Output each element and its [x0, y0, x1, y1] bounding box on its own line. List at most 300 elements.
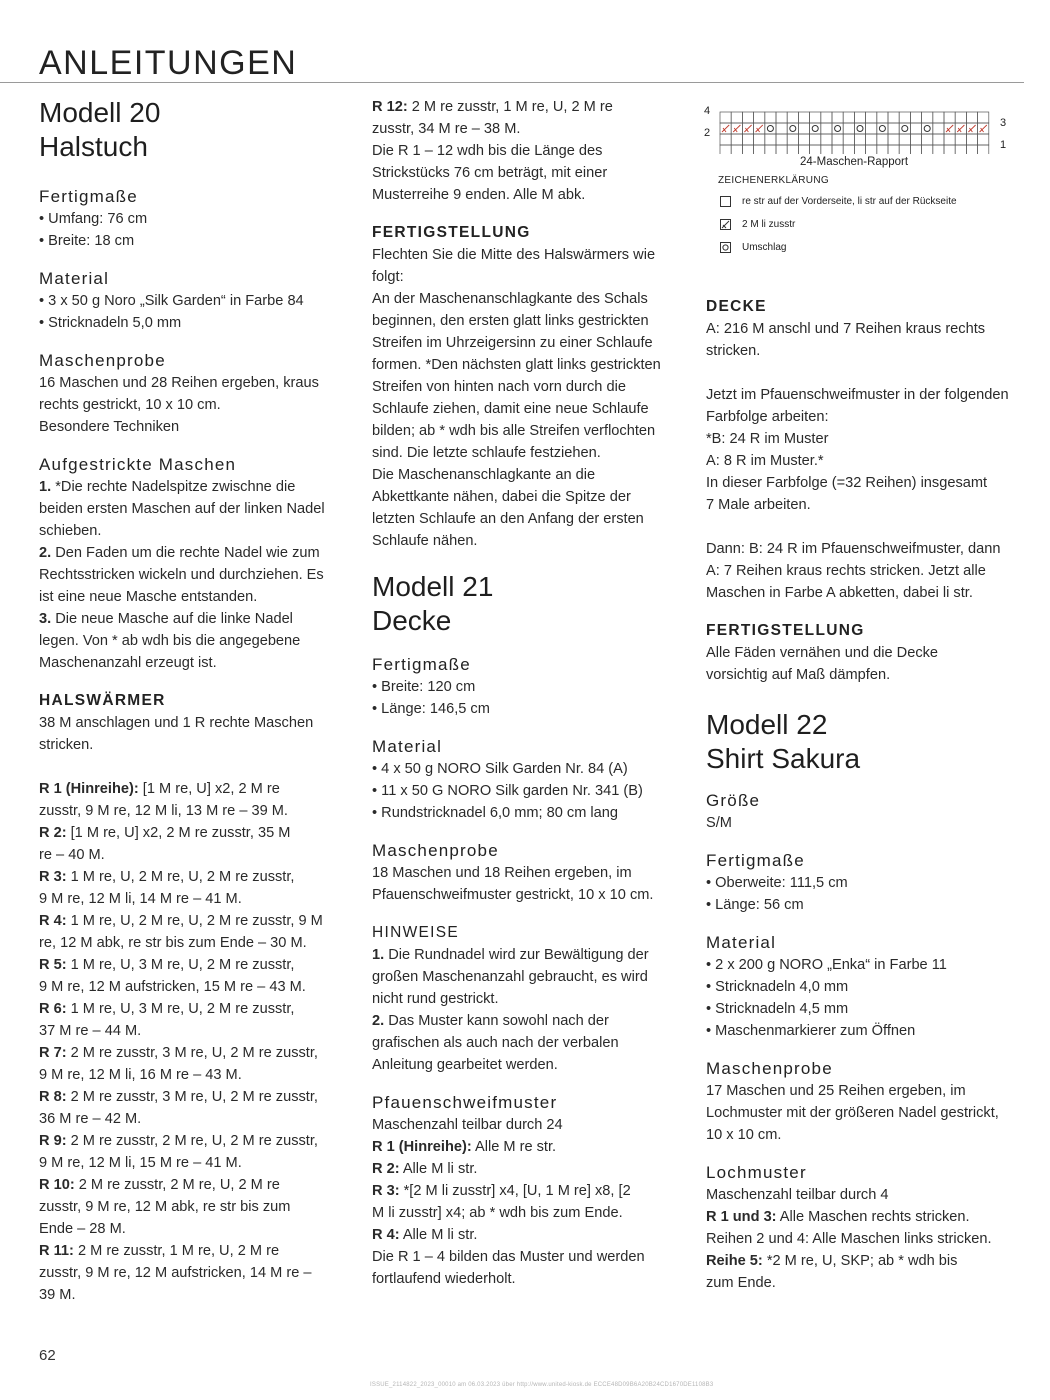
- m20-row-line-text: 9 M re, 12 M li, 14 M re – 41 M.: [39, 891, 242, 907]
- chart-cell: [787, 145, 798, 154]
- m20-material-line: • 3 x 50 g Noro „Silk Garden“ in Farbe 84: [39, 293, 304, 309]
- m21-fertigmasse-line: • Breite: 120 cm: [372, 679, 476, 695]
- m21-pfau-line: [372, 1136, 684, 1158]
- m20-row-line-text: zusstr, 9 M re, 12 M abk, re str bis zum: [39, 1199, 291, 1215]
- m20-aufgestrickte-line-text: Den Faden um die rechte Nadel wie zum: [51, 545, 320, 561]
- m20-row-line-label: R 10:: [39, 1177, 75, 1193]
- chart-cell: [978, 134, 989, 145]
- chart-cell: [776, 123, 787, 134]
- chart-row-label-right: 3: [1000, 117, 1007, 129]
- m20-fertigmasse-line: • Breite: 18 cm: [39, 233, 135, 249]
- chart-cell: [821, 145, 832, 154]
- yarn-over-circle-icon: [879, 126, 885, 132]
- m21-pfau-line-text: Alle M re str.: [471, 1139, 557, 1155]
- chart-cell: [922, 145, 933, 154]
- m22-lochmuster-heading: Lochmuster: [706, 1163, 807, 1182]
- m22-maschenprobe-line: 17 Maschen und 25 Reihen ergeben, im: [706, 1083, 966, 1099]
- m22-fertigmasse-line: • Oberweite: 111,5 cm: [706, 875, 848, 891]
- p2tog-symbol-icon: [744, 125, 751, 132]
- m20-row-line-text: Ende – 28 M.: [39, 1221, 126, 1237]
- c2-row-line-text: Musterreihe 9 enden. Alle M abk.: [372, 187, 586, 203]
- m21-pfau-line: [372, 1114, 684, 1136]
- m22-fertigmasse-heading: Fertigmaße: [706, 851, 805, 870]
- chart-cell: [754, 112, 765, 123]
- c2-fertigstellung-line: beginnen, den ersten glatt links gestrickten: [372, 313, 649, 329]
- decke-line: Farbfolge arbeiten:: [706, 409, 829, 425]
- m20-halswaermer-line: stricken.: [39, 737, 94, 753]
- m20-row-line: [39, 932, 349, 954]
- yarn-over-circle-icon: [835, 126, 841, 132]
- m22-material-line: • 2 x 200 g NORO „Enka“ in Farbe 11: [706, 957, 947, 973]
- m20-row-line: [39, 976, 349, 998]
- chart-cell: [866, 145, 877, 154]
- chart-cell: [888, 145, 899, 154]
- m20-row-line: [39, 822, 349, 844]
- m21-material-line: • Rundstricknadel 6,0 mm; 80 cm lang: [372, 805, 619, 821]
- c2-fertigstellung-text: [372, 244, 684, 552]
- decke-text: [706, 318, 1022, 604]
- chart-cell: [798, 123, 809, 134]
- c2-fertigstellung-line: Flechten Sie die Mitte des Halswärmers wie: [372, 247, 656, 263]
- m21-hinweise-line-text: großen Maschenanzahl gebraucht, es wird: [372, 969, 648, 985]
- chart-cell: [933, 123, 944, 134]
- m20-row-line-text: re, 12 M abk, re str bis zum Ende – 30 M.: [39, 935, 307, 951]
- m20-maschenprobe-line: 16 Maschen und 28 Reihen ergeben, kraus: [39, 375, 319, 391]
- m20-aufgestrickte-line: [39, 608, 349, 630]
- chart-cell: [933, 145, 944, 154]
- m20-aufgestrickte-line-label: 3.: [39, 611, 52, 627]
- chart-cell: [966, 145, 977, 154]
- c2-row-line: [372, 184, 684, 206]
- m20-aufgestrickte-line-text: Maschenanzahl erzeugt ist.: [39, 655, 217, 671]
- c2-fertigstellung-line: folgt:: [372, 269, 404, 285]
- chart-cell: [821, 123, 832, 134]
- m21-maschenprobe-line: 18 Maschen und 18 Reihen ergeben, im: [372, 865, 632, 881]
- m21-maschenprobe-heading: Maschenprobe: [372, 841, 499, 860]
- m20-row-line: [39, 1064, 349, 1086]
- chart-cell: [899, 134, 910, 145]
- chart-cell: [888, 134, 899, 145]
- chart-cell: [798, 134, 809, 145]
- p2tog-symbol-icon: [946, 125, 953, 132]
- c2-row-line-text: zusstr, 34 M re – 38 M.: [372, 121, 521, 137]
- c2-fertigstellung-line: letzten Schlaufe an den Anfang der ersten: [372, 511, 644, 527]
- chart-cell: [910, 123, 921, 134]
- m21-pfau-line: [372, 1268, 684, 1290]
- m20-row-list: [39, 778, 349, 1306]
- m20-maschenprobe-line: Besondere Techniken: [39, 419, 180, 435]
- chart-cell: [832, 145, 843, 154]
- m20-aufgestrickte-line: [39, 652, 349, 674]
- m20-material-heading: Material: [39, 269, 110, 288]
- m22-lochmuster-line-label: Reihe 5:: [706, 1253, 763, 1269]
- p2tog-symbol-icon: [980, 125, 987, 132]
- yarn-over-circle-icon: [767, 126, 773, 132]
- m20-maschenprobe-line: rechts gestrickt, 10 x 10 cm.: [39, 397, 221, 413]
- m20-row-line-label: R 6:: [39, 1001, 67, 1017]
- m20-maschenprobe-heading: Maschenprobe: [39, 351, 166, 370]
- chart-cell: [922, 123, 933, 134]
- m20-row-line: [39, 800, 349, 822]
- m21-pfau-line-label: R 1 (Hinreihe):: [372, 1139, 472, 1155]
- m20-row-line: [39, 1218, 349, 1240]
- chart-cell: [731, 134, 742, 145]
- c2-fertigstellung-line: Schlaufe nähen.: [372, 533, 478, 549]
- m20-row-line: [39, 1086, 349, 1108]
- decke-line: Maschen in Farbe A abketten, dabei li str.: [706, 585, 973, 601]
- m20-row-line-label: R 9:: [39, 1133, 67, 1149]
- p2tog-symbol-icon: [968, 125, 975, 132]
- decke-line: A: 7 Reihen kraus rechts stricken. Jetzt alle: [706, 563, 986, 579]
- m22-groesse-heading: Größe: [706, 791, 761, 810]
- chart-cell: [742, 134, 753, 145]
- chart-cell: [843, 112, 854, 123]
- model-21-subtitle: Decke: [372, 605, 452, 636]
- m21-hinweise-line-text: grafischen als auch nach der verbalen: [372, 1035, 619, 1051]
- chart-cell: [821, 134, 832, 145]
- m20-row-line-text: 2 M re zusstr, 3 M re, U, 2 M re zusstr,: [66, 1045, 318, 1061]
- chart-row-label-left: 4: [704, 105, 711, 117]
- chart-cell: [978, 112, 989, 123]
- m22-lochmuster-line-label: R 1 und 3:: [706, 1209, 777, 1225]
- legend-label: Umschlag: [742, 242, 787, 253]
- m21-hinweise-heading: HINWEISE: [372, 924, 460, 941]
- chart-cell: [944, 112, 955, 123]
- m20-aufgestrickte-line: [39, 630, 349, 652]
- legend-item-knit: [720, 196, 957, 207]
- p2tog-symbol-icon: [957, 125, 964, 132]
- decke-line: A: 216 M anschl und 7 Reihen kraus rechts: [706, 321, 986, 337]
- chart-cell: [922, 134, 933, 145]
- decke-line: [706, 516, 1022, 538]
- m20-row-line: [39, 1284, 349, 1306]
- chart-cell: [810, 134, 821, 145]
- chart-cell: [810, 123, 821, 134]
- m21-maschenprobe-line: Pfauenschweifmuster gestrickt, 10 x 10 cm.: [372, 887, 654, 903]
- m20-row-line: [39, 1174, 349, 1196]
- m21-pfau-line-label: R 4:: [372, 1227, 400, 1243]
- c2-row-line: [372, 96, 684, 118]
- m20-aufgestrickte-line-text: schieben.: [39, 523, 102, 539]
- m20-row-line: [39, 910, 349, 932]
- c2-fertigstellung-line: Die Maschenanschlagkante an die: [372, 467, 596, 483]
- chart-cell: [720, 145, 731, 154]
- chart-cell: [944, 145, 955, 154]
- m20-row-line-text: 9 M re, 12 M aufstricken, 15 M re – 43 M.: [39, 979, 306, 995]
- chart-cell: [854, 134, 865, 145]
- chart-cell: [776, 145, 787, 154]
- chart-cell: [742, 145, 753, 154]
- column-3: [706, 280, 1022, 1294]
- m20-aufgestrickte-line: [39, 542, 349, 564]
- m20-row-line: [39, 998, 349, 1020]
- m20-row-line-label: R 4:: [39, 913, 67, 929]
- chart-cell: [888, 123, 899, 134]
- decke-line: Jetzt im Pfauenschweifmuster in der folgenden: [706, 387, 1009, 403]
- chart-cell: [787, 123, 798, 134]
- m20-aufgestrickte-line: [39, 476, 349, 498]
- c2-fertigstellung-line: Streifen im Uhrzeigersinn zu einer Schlaufe: [372, 335, 653, 351]
- decke-line: stricken.: [706, 343, 761, 359]
- decke-line: In dieser Farbfolge (=32 Reihen) insgesamt: [706, 475, 988, 491]
- m20-row-line: [39, 778, 349, 800]
- chart-rapport-label: 24-Maschen-Rapport: [800, 156, 909, 168]
- chart-cell: [899, 112, 910, 123]
- chart-cell: [854, 145, 865, 154]
- m22-maschenprobe-heading: Maschenprobe: [706, 1059, 833, 1078]
- m21-pfau-line-text: fortlaufend wiederholt.: [372, 1271, 516, 1287]
- m22-lochmuster-line: [706, 1272, 1022, 1294]
- m20-aufgestrickte-line-label: 1.: [39, 479, 52, 495]
- chart-row-label-right: 1: [1000, 139, 1007, 151]
- m20-row-line: [39, 1042, 349, 1064]
- chart-grid: [718, 106, 998, 154]
- chart-cell: [955, 145, 966, 154]
- m20-aufgestrickte-heading: Aufgestrickte Maschen: [39, 455, 237, 474]
- m20-row-line: [39, 1262, 349, 1284]
- m20-fertigmasse-heading: Fertigmaße: [39, 187, 138, 206]
- m20-row-line: [39, 888, 349, 910]
- c2-row-line-text: 2 M re zusstr, 1 M re, U, 2 M re: [407, 99, 613, 115]
- m20-aufgestrickte-line-text: ist eine neue Masche entstanden.: [39, 589, 258, 605]
- m20-aufgestrickte-line: [39, 564, 349, 586]
- chart-cell: [798, 112, 809, 123]
- p2tog-symbol-icon: [733, 125, 740, 132]
- m20-row-line: [39, 866, 349, 888]
- m20-row-line-text: 1 M re, U, 2 M re, U, 2 M re zusstr, 9 M: [66, 913, 323, 929]
- chart-cell: [877, 134, 888, 145]
- m20-row-line-text: zusstr, 9 M re, 12 M li, 13 M re – 39 M.: [39, 803, 288, 819]
- chart-cell: [787, 112, 798, 123]
- m20-row-line-text: [1 M re, U] x2, 2 M re zusstr, 35 M: [66, 825, 291, 841]
- chart-cell: [966, 134, 977, 145]
- decke-line: A: 8 R im Muster.*: [706, 453, 824, 469]
- decke-heading: DECKE: [706, 298, 767, 315]
- m20-row-line-label: R 8:: [39, 1089, 67, 1105]
- decke-fertigstellung-heading: FERTIGSTELLUNG: [706, 622, 865, 639]
- chart-cell: [877, 145, 888, 154]
- m20-aufgestrickte-line: [39, 586, 349, 608]
- m21-hinweise-line-text: Anleitung gearbeitet werden.: [372, 1057, 558, 1073]
- c2-fertigstellung-line: Abkettkante nähen, dabei die Spitze der: [372, 489, 631, 505]
- chart-cell: [765, 134, 776, 145]
- m21-pfau-list: [372, 1114, 684, 1290]
- m21-hinweise-line: [372, 966, 684, 988]
- c2-row-line: [372, 162, 684, 184]
- m20-row-line: [39, 1108, 349, 1130]
- m21-hinweise-list: [372, 944, 684, 1076]
- m21-pfau-line: [372, 1246, 684, 1268]
- m21-material-heading: Material: [372, 737, 443, 756]
- chart-cell: [765, 112, 776, 123]
- m20-row-line: [39, 1196, 349, 1218]
- decke-fertigstellung-line: Alle Fäden vernähen und die Decke: [706, 645, 939, 661]
- m21-hinweise-line: [372, 1054, 684, 1076]
- chart-cell: [843, 123, 854, 134]
- legend-title: ZEICHENERKLÄRUNG: [718, 175, 829, 186]
- m20-row-line-text: 36 M re – 42 M.: [39, 1111, 142, 1127]
- m21-pfau-heading: Pfauenschweifmuster: [372, 1093, 558, 1112]
- m20-row-line-label: R 5:: [39, 957, 67, 973]
- m20-row-line-label: R 3:: [39, 869, 67, 885]
- chart-cell: [854, 123, 865, 134]
- m21-hinweise-line: [372, 944, 684, 966]
- m22-material-line: • Stricknadeln 4,5 mm: [706, 1001, 849, 1017]
- m21-hinweise-line-text: Das Muster kann sowohl nach der: [384, 1013, 609, 1029]
- m20-row-line-text: 39 M.: [39, 1287, 76, 1303]
- chart-cell: [798, 145, 809, 154]
- legend-item-p2tog: [720, 219, 795, 230]
- m22-material-line: • Maschenmarkierer zum Öffnen: [706, 1023, 916, 1039]
- p2tog-symbol-icon: [720, 219, 731, 230]
- yarn-over-circle-icon: [857, 126, 863, 132]
- legend-label: re str auf der Vorderseite, li str auf der Rückseite: [742, 196, 957, 207]
- m22-material-heading: Material: [706, 933, 777, 952]
- c2-row-line-text: Die R 1 – 12 wdh bis die Länge des: [372, 143, 603, 159]
- m20-row-line: [39, 954, 349, 976]
- m20-row-line-label: R 1 (Hinreihe):: [39, 781, 139, 797]
- m20-row-line: [39, 1020, 349, 1042]
- chart-cell: [754, 145, 765, 154]
- m21-material-line: • 11 x 50 G NORO Silk garden Nr. 341 (B): [372, 783, 643, 799]
- decke-line: *B: 24 R im Muster: [706, 431, 829, 447]
- yarn-over-circle-icon: [790, 126, 796, 132]
- m20-row-line-text: 2 M re zusstr, 2 M re, U, 2 M re: [74, 1177, 280, 1193]
- chart-cell: [877, 123, 888, 134]
- chart-cell: [910, 145, 921, 154]
- m20-row-line-text: [1 M re, U] x2, 2 M re: [138, 781, 280, 797]
- m22-maschenprobe-line: 10 x 10 cm.: [706, 1127, 782, 1143]
- m20-aufgestrickte-line-label: 2.: [39, 545, 52, 561]
- chart-cell: [821, 112, 832, 123]
- m20-row-line: [39, 844, 349, 866]
- m22-lochmuster-line: [706, 1228, 1022, 1250]
- c2-fertigstellung-line: Schlaufe ziehen, damit eine neue Schlaufe: [372, 401, 649, 417]
- download-watermark: ISSUE_2114822_2023_00010 am 06.03.2023 über http://www.united-kiosk.de ECCE48D09B6A20B24CD1670DE1108B3: [370, 1382, 714, 1388]
- c2-row-line: [372, 118, 684, 140]
- column-2: [372, 96, 684, 1290]
- chart-cell: [832, 112, 843, 123]
- legend-label: 2 M li zusstr: [742, 219, 796, 230]
- m20-aufgestrickte-line-text: legen. Von * ab wdh bis die angegebene: [39, 633, 301, 649]
- m20-row-line-text: 1 M re, U, 3 M re, U, 2 M re zusstr,: [66, 957, 295, 973]
- chart-cell: [765, 123, 776, 134]
- m21-hinweise-line-text: Die Rundnadel wird zur Bewältigung der: [384, 947, 649, 963]
- m21-pfau-line-text: Maschenzahl teilbar durch 24: [372, 1117, 563, 1133]
- m22-lochmuster-line: [706, 1184, 1022, 1206]
- chart-cell: [765, 145, 776, 154]
- c2-row-list: [372, 96, 684, 206]
- page-number: 62: [39, 1347, 56, 1364]
- m21-pfau-line: [372, 1224, 684, 1246]
- chart-cell: [731, 145, 742, 154]
- m20-row-line: [39, 1240, 349, 1262]
- m20-aufgestrickte-line-text: beiden ersten Maschen auf der linken Nadel: [39, 501, 325, 517]
- m22-lochmuster-line-text: Alle Maschen rechts stricken.: [776, 1209, 970, 1225]
- m21-pfau-line-text: Alle M li str.: [399, 1161, 478, 1177]
- m21-hinweise-line-label: 2.: [372, 1013, 385, 1029]
- decke-fertigstellung-line: vorsichtig auf Maß dämpfen.: [706, 667, 891, 683]
- m21-hinweise-line: [372, 988, 684, 1010]
- decke-line: Dann: B: 24 R im Pfauenschweifmuster, dann: [706, 541, 1001, 557]
- m20-aufgestrickte-line-text: Die neue Masche auf die linke Nadel: [51, 611, 293, 627]
- chart-cell: [933, 112, 944, 123]
- chart-cell: [720, 112, 731, 123]
- decke-line: 7 Male arbeiten.: [706, 497, 811, 513]
- chart-cell: [888, 112, 899, 123]
- m20-row-line: [39, 1130, 349, 1152]
- chart-cell: [955, 112, 966, 123]
- m22-lochmuster-line-text: Maschenzahl teilbar durch 4: [706, 1187, 889, 1203]
- c2-fertigstellung-line: An der Maschenanschlagkante des Schals: [372, 291, 648, 307]
- m21-pfau-line-label: R 2:: [372, 1161, 400, 1177]
- m22-material-line: • Stricknadeln 4,0 mm: [706, 979, 849, 995]
- chart-cell: [966, 112, 977, 123]
- m21-hinweise-line: [372, 1032, 684, 1054]
- m21-hinweise-line-text: nicht rund gestrickt.: [372, 991, 499, 1007]
- decke-line: [706, 362, 1022, 384]
- m20-aufgestrickte-list: [39, 476, 349, 674]
- chart-cell: [910, 112, 921, 123]
- chart-cell: [742, 112, 753, 123]
- chart-cell: [843, 134, 854, 145]
- m20-row-line: [39, 1152, 349, 1174]
- m21-hinweise-line: [372, 1010, 684, 1032]
- chart-cell: [866, 123, 877, 134]
- m21-pfau-line-text: *[2 M li zusstr] x4, [U, 1 M re] x8, [2: [399, 1183, 631, 1199]
- m20-fertigmasse-line: • Umfang: 76 cm: [39, 211, 148, 227]
- m21-fertigmasse-heading: Fertigmaße: [372, 655, 471, 674]
- m20-row-line-text: 2 M re zusstr, 2 M re, U, 2 M re zusstr,: [66, 1133, 318, 1149]
- m20-row-line-text: 9 M re, 12 M li, 15 M re – 41 M.: [39, 1155, 242, 1171]
- page-header-title: ANLEITUNGEN: [39, 44, 298, 82]
- m20-aufgestrickte-line-text: *Die rechte Nadelspitze zwischne die: [51, 479, 296, 495]
- m21-pfau-line-text: Die R 1 – 4 bilden das Muster und werden: [372, 1249, 645, 1265]
- model-21-title: Modell 21: [372, 571, 494, 602]
- stitch-chart: [704, 102, 1024, 262]
- m20-row-line-text: 9 M re, 12 M li, 16 M re – 43 M.: [39, 1067, 242, 1083]
- m21-pfau-line-text: Alle M li str.: [399, 1227, 478, 1243]
- m21-pfau-line: [372, 1158, 684, 1180]
- yarn-over-circle-icon: [924, 126, 930, 132]
- m22-lochmuster-list: [706, 1184, 1022, 1294]
- c2-row-line-label: R 12:: [372, 99, 408, 115]
- m21-fertigmasse-line: • Länge: 146,5 cm: [372, 701, 490, 717]
- m20-row-line-label: R 11:: [39, 1243, 74, 1259]
- m22-lochmuster-line-text: *2 M re, U, SKP; ab * wdh bis: [762, 1253, 958, 1269]
- chart-cell: [731, 112, 742, 123]
- c2-row-line-text: Strickstücks 76 cm beträgt, mit einer: [372, 165, 608, 181]
- m22-lochmuster-line-text: zum Ende.: [706, 1275, 776, 1291]
- m20-row-line-label: R 2:: [39, 825, 67, 841]
- yarn-over-circle-icon: [812, 126, 818, 132]
- m20-aufgestrickte-line-text: Rechtsstricken wickeln und durchziehen. Es: [39, 567, 324, 583]
- chart-cell: [832, 123, 843, 134]
- m21-pfau-line-text: M li zusstr] x4; ab * wdh bis zum Ende.: [372, 1205, 623, 1221]
- chart-cell: [720, 134, 731, 145]
- yarn-over-circle-icon: [902, 126, 908, 132]
- c2-fertigstellung-line: formen. *Den nächsten glatt links gestrickten: [372, 357, 661, 373]
- m20-halswaermer-heading: HALSWÄRMER: [39, 692, 166, 709]
- c2-fertigstellung-line: sind. Die letzte schlaufe festziehen.: [372, 445, 601, 461]
- chart-cell: [810, 145, 821, 154]
- m22-fertigmasse-line: • Länge: 56 cm: [706, 897, 804, 913]
- model-22-subtitle: Shirt Sakura: [706, 743, 861, 774]
- c2-fertigstellung-line: Streifen von hinten nach vorn durch die: [372, 379, 626, 395]
- chart-cell: [787, 134, 798, 145]
- chart-cell: [866, 134, 877, 145]
- m20-aufgestrickte-line: [39, 498, 349, 520]
